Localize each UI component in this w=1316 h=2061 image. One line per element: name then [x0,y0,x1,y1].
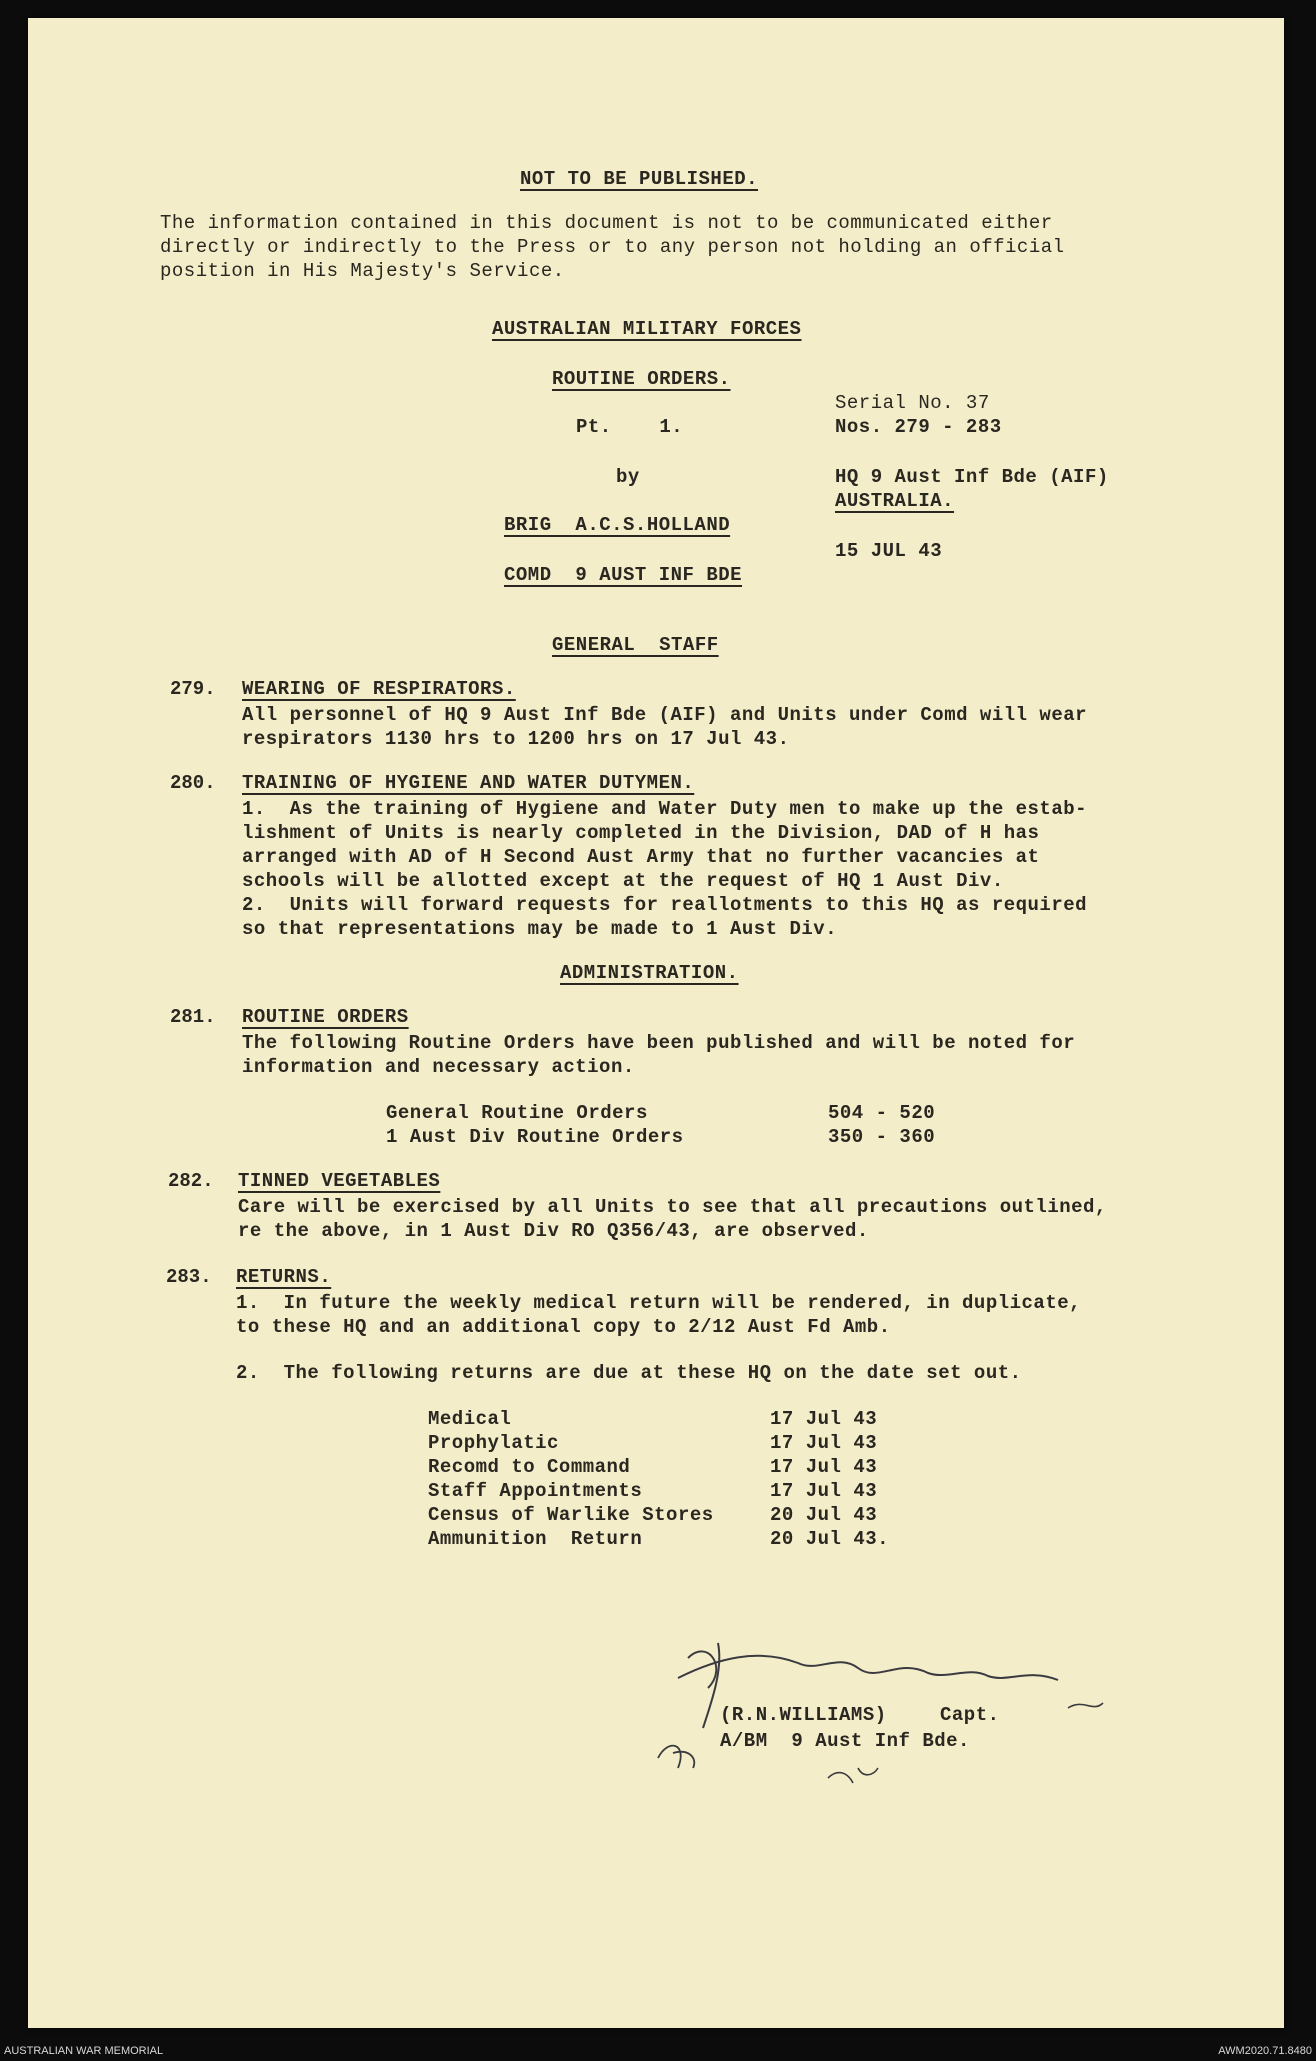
notice-line-2: directly or indirectly to the Press or to any person not holding an official [160,236,1065,258]
order-283-line-1: 1. In future the weekly medical return will be rendered, in duplicate, [236,1292,1082,1314]
return-name-3: Recomd to Command [428,1456,631,1478]
return-name-4: Staff Appointments [428,1480,643,1502]
handwritten-signature [648,1618,1128,1788]
order-title-283: RETURNS. [236,1266,332,1288]
order-number-282: 282. [168,1170,214,1192]
order-number-283: 283. [166,1266,212,1288]
order-280-line-4: schools will be allotted except at the request of HQ 1 Aust Div. [242,870,1004,892]
signatory-rank: Capt. [940,1704,1000,1726]
location: AUSTRALIA. [835,490,955,512]
return-date-2: 17 Jul 43 [770,1432,878,1454]
order-281-line-2: information and necessary action. [242,1056,635,1078]
routine-orders-name-2: 1 Aust Div Routine Orders [386,1126,684,1148]
order-280-line-3: arranged with AD of H Second Aust Army that no further vacancies at [242,846,1040,868]
return-date-1: 17 Jul 43 [770,1408,878,1430]
document-page [28,18,1284,2028]
commander-name: BRIG A.C.S.HOLLAND [504,514,731,536]
footer-right: AWM2020.71.8480 [1218,2045,1312,2057]
part-number: Pt. 1. [576,416,684,438]
restriction-heading: NOT TO BE PUBLISHED. [520,168,759,190]
notice-line-3: position in His Majesty's Service. [160,260,565,282]
order-number-280: 280. [170,772,216,794]
order-title-282: TINNED VEGETABLES [238,1170,441,1192]
order-283-line-2: to these HQ and an additional copy to 2/12 Aust Fd Amb. [236,1316,891,1338]
order-279-line-2: respirators 1130 hrs to 1200 hrs on 17 Jul 43. [242,728,790,750]
notice-line-1: The information contained in this document is not to be communicated either [160,212,1053,234]
by-label: by [616,466,640,488]
section-administration: ADMINISTRATION. [560,962,739,984]
document-title: ROUTINE ORDERS. [552,368,731,390]
order-title-280: TRAINING OF HYGIENE AND WATER DUTYMEN. [242,772,695,794]
command-designation: COMD 9 AUST INF BDE [504,564,743,586]
routine-orders-range-2: 350 - 360 [828,1126,936,1148]
order-280-line-6: so that representations may be made to 1 Aust Div. [242,918,838,940]
forces-heading: AUSTRALIAN MILITARY FORCES [492,318,802,340]
order-280-line-5: 2. Units will forward requests for reallotments to this HQ as required [242,894,1088,916]
order-283-para-2: 2. The following returns are due at these HQ on the date set out. [236,1362,1022,1384]
return-name-2: Prophylatic [428,1432,559,1454]
issue-date: 15 JUL 43 [835,540,943,562]
order-number-279: 279. [170,678,216,700]
signatory-name: (R.N.WILLIAMS) [720,1704,887,1726]
signatory-role: A/BM 9 Aust Inf Bde. [720,1730,970,1752]
return-name-6: Ammunition Return [428,1528,643,1550]
order-281-line-1: The following Routine Orders have been published and will be noted for [242,1032,1076,1054]
serial-number: Serial No. 37 [835,392,990,414]
order-number-281: 281. [170,1006,216,1028]
routine-orders-range-1: 504 - 520 [828,1102,936,1124]
order-numbers: Nos. 279 - 283 [835,416,1002,438]
order-280-line-2: lishment of Units is nearly completed in the Division, DAD of H has [242,822,1040,844]
order-282-line-2: re the above, in 1 Aust Div RO Q356/43, are observed. [238,1220,869,1242]
order-title-281: ROUTINE ORDERS [242,1006,409,1028]
order-title-279: WEARING OF RESPIRATORS. [242,678,516,700]
return-date-3: 17 Jul 43 [770,1456,878,1478]
routine-orders-name-1: General Routine Orders [386,1102,648,1124]
section-general-staff: GENERAL STAFF [552,634,719,656]
order-280-line-1: 1. As the training of Hygiene and Water Duty men to make up the estab- [242,798,1088,820]
return-name-5: Census of Warlike Stores [428,1504,714,1526]
order-279-line-1: All personnel of HQ 9 Aust Inf Bde (AIF) and Units under Comd will wear [242,704,1088,726]
return-name-1: Medical [428,1408,512,1430]
return-date-5: 20 Jul 43 [770,1504,878,1526]
headquarters: HQ 9 Aust Inf Bde (AIF) [835,466,1109,488]
order-282-line-1: Care will be exercised by all Units to see that all precautions outlined, [238,1196,1107,1218]
return-date-4: 17 Jul 43 [770,1480,878,1502]
footer-left: AUSTRALIAN WAR MEMORIAL [4,2045,164,2057]
return-date-6: 20 Jul 43. [770,1528,890,1550]
